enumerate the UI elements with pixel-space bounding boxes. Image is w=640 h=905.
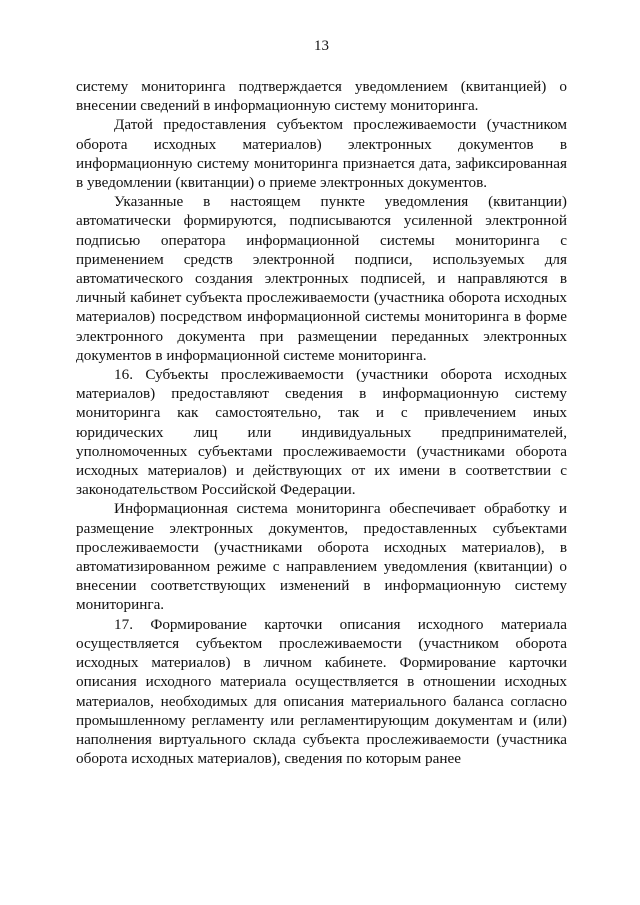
paragraph-system-processing: Информационная система мониторинга обеспечивает обработку и размещение электронных документов, предоставленных субъектами прослеживаемости (участниками оборота исходных материалов), в автоматизированном режиме с направлением уведомления (квитанции) о внесении соответствующих изменений в информационную систему мониторинга.	[76, 500, 567, 614]
paragraph-continuation: систему мониторинга подтверждается уведомлением (квитанцией) о внесении сведений в информационную систему мониторинга.	[76, 78, 567, 115]
document-body	[76, 77, 567, 768]
paragraph-notifications: Указанные в настоящем пункте уведомления (квитанции) автоматически формируются, подписываются усиленной электронной подписью оператора информационной системы мониторинга с применением средств электронной подписи, используемых для автоматического создания электронных подписей, и направляются в личный кабинет субъекта прослеживаемости (участника оборота исходных материалов) посредством информационной системы мониторинга в форме электронного документа при размещении переданных электронных документов в информационной системе мониторинга.	[76, 193, 567, 364]
page-number: 13	[314, 38, 329, 54]
paragraph-submission-date: Датой предоставления субъектом прослеживаемости (участником оборота исходных материалов) электронных документов в информационную систему мониторинга признается дата, зафиксированная в уведомлении (квитанции) о приеме электронных документов.	[76, 116, 567, 192]
paragraph-item-17: 17. Формирование карточки описания исходного материала осуществляется субъектом прослеживаемости (участником оборота исходных материалов) в личном кабинете. Формирование карточки описания исходного материала осуществляется в отношении исходных материалов, необходимых для описания материального баланса согласно промышленному регламенту или регламентирующим документам и (или) наполнения виртуального склада субъекта прослеживаемости (участника оборота исходных материалов), сведения по которым ранее	[76, 615, 567, 768]
paragraph-item-16: 16. Субъекты прослеживаемости (участники оборота исходных материалов) предоставляют сведения в информационную систему мониторинга как самостоятельно, так и с привлечением иных юридических лиц или индивидуальных предпринимателей, уполномоченных субъектами прослеживаемости (участниками оборота исходных материалов) и действующих от их имени в соответствии с законодательством Российской Федерации.	[76, 366, 567, 499]
